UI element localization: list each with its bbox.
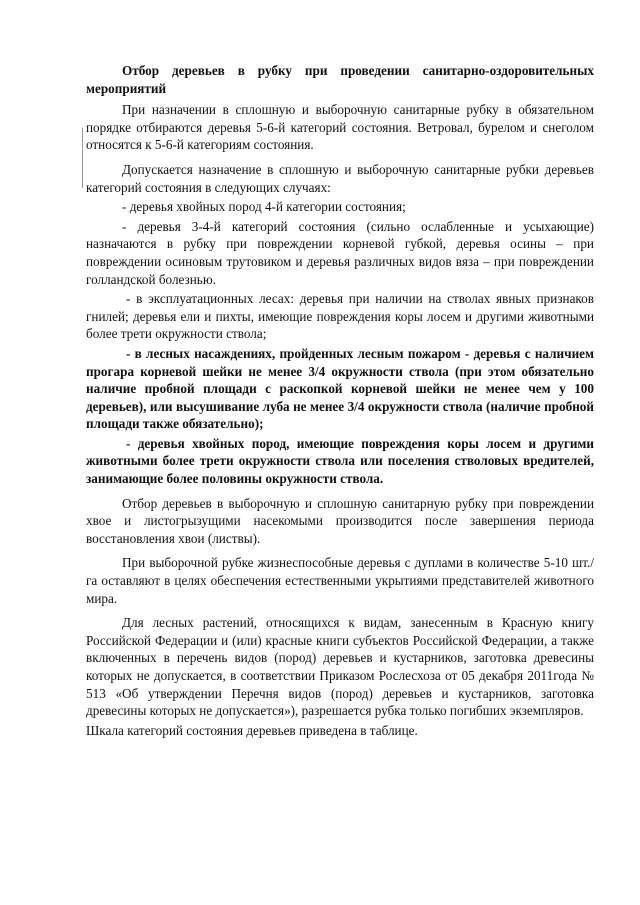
margin-line	[82, 128, 83, 188]
list-item-exploitation-forests: - в эксплуатационных лесах: деревья при наличии на стволах явных признаков гнилей; деревья ели и пихты, имеющие повреждения коры лосем и другими животными более трети окружности ствола;	[86, 291, 594, 342]
paragraph-2: Допускается назначение в сплошную и выборочную санитарные рубки деревьев категорий состояния в следующих случаях:	[86, 161, 594, 195]
document-body	[86, 62, 594, 741]
paragraph-defoliators: Отбор деревьев в выборочную и сплошную санитарную рубку при повреждении хвое и листогрызущими насекомыми производится после завершения периода восстановления хвои (листвы).	[86, 495, 594, 546]
paragraph-hollow-trees: При выборочной рубке жизнеспособные деревья с дуплами в количестве 5-10 шт./га оставляют в целях обеспечения естественными укрытиями представителей животного мира.	[86, 555, 594, 606]
paragraph-scale-note: Шкала категорий состояния деревьев приведена в таблице.	[86, 722, 418, 738]
list-item-conifers: - деревья хвойных пород 4-й категории состояния;	[122, 199, 406, 215]
list-item-fire-damaged: - в лесных насаждениях, пройденных лесным пожаром - деревья с наличием прогара корневой шейки не менее 3/4 окружности ствола (при этом обязательно наличие пробной площади с раскопкой корневой шейки не менее чем у 100 деревьев), или высушивание луба не менее 3/4 окружности ствола (наличие пробной площади также обязательно);	[86, 345, 594, 432]
list-item-bark-damage: - деревья хвойных пород, имеющие повреждения коры лосем и другими животными более трети окружности ствола или поселения стволовых вредителей, занимающие более половины окружности ствола.	[86, 435, 594, 487]
section-heading: Отбор деревьев в рубку при проведении санитарно-оздоровительных мероприятий	[86, 63, 594, 96]
list-item-categories-3-4: - деревья 3-4-й категорий состояния (сильно ослабленные и усыхающие) назначаются в рубку при повреждении корневой губкой, деревья осины – при повреждении осиновым трутовиком и деревья различных видов вяза – при повреждении голландской болезнью.	[86, 218, 594, 287]
paragraph-1: При назначении в сплошную и выборочную санитарные рубку в обязательном порядке отбираются деревья 5-6-й категорий состояния. Ветровал, бурелом и снеголом относятся к 5-6-й категориям состояния.	[86, 102, 594, 153]
paragraph-red-book: Для лесных растений, относящихся к видам, занесенным в Красную книгу Российской Федерации и (или) красные книги субъектов Российской Федерации, а также включенных в перечень видов (пород) деревьев и кустарников, заготовка древесины которых не допускается, в соответствии Приказом Рослесхоза от 05 декабря 2011года № 513 «Об утверждении Перечня видов (пород) деревьев и кустарников, заготовка древесины которых не допускается»), разрешается рубка только погибших экземпляров.	[86, 615, 594, 719]
